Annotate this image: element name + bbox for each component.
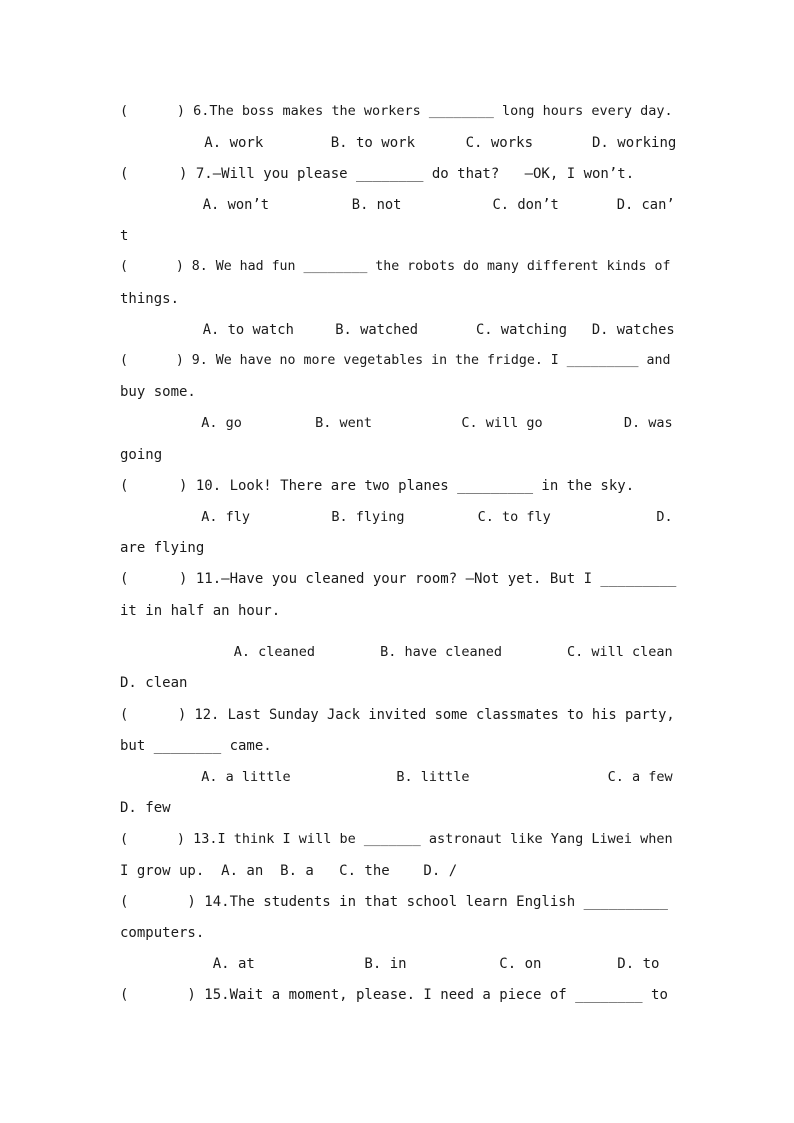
q14-options: A. at B. in C. on D. to: [120, 956, 660, 972]
q10-options: A. fly B. flying C. to fly D.: [120, 509, 673, 525]
q12-stem: ( ) 12. Last Sunday Jack invited some classmates to his party,: [120, 707, 675, 723]
q9-options-wrap: going: [120, 447, 163, 463]
q15-stem: ( ) 15.Wait a moment, please. I need a piece of ________ to: [120, 987, 668, 1003]
q9-options: A. go B. went C. will go D. was: [120, 415, 673, 431]
q10-stem: ( ) 10. Look! There are two planes _________ in the sky.: [120, 478, 635, 494]
q6-options: A. work B. to work C. works D. working: [120, 135, 677, 151]
q12-stem-wrap: but ________ came.: [120, 738, 272, 754]
q8-options: A. to watch B. watched C. watching D. watches: [120, 322, 675, 338]
q14-stem-wrap: computers.: [120, 925, 205, 941]
q13-options: I grow up. A. an B. a C. the D. /: [120, 863, 458, 879]
q9-stem: ( ) 9. We have no more vegetables in the fridge. I _________ and: [120, 353, 671, 368]
q13-stem: ( ) 13.I think I will be _______ astronaut like Yang Liwei when: [120, 831, 673, 847]
q11-options-wrap: D. clean: [120, 675, 188, 691]
q7-options: A. won’t B. not C. don’t D. can’: [120, 197, 675, 213]
q10-options-wrap: are flying: [120, 540, 205, 556]
q11-stem: ( ) 11.—Have you cleaned your room? —Not yet. But I _________: [120, 571, 677, 587]
q12-options: A. a little B. little C. a few: [120, 769, 673, 785]
q7-options-wrap: t: [120, 228, 129, 244]
q8-stem: ( ) 8. We had fun ________ the robots do many different kinds of: [120, 259, 671, 274]
q11-stem-wrap: it in half an hour.: [120, 603, 281, 619]
q12-options-wrap: D. few: [120, 800, 171, 816]
q11-options: A. cleaned B. have cleaned C. will clean: [120, 644, 673, 660]
q14-stem: ( ) 14.The students in that school learn English __________: [120, 894, 668, 910]
q8-stem-wrap: things.: [120, 291, 180, 307]
q9-stem-wrap: buy some.: [120, 384, 196, 400]
q7-stem: ( ) 7.—Will you please ________ do that? —OK, I won’t.: [120, 166, 635, 182]
q6-stem: ( ) 6.The boss makes the workers ________ long hours every day.: [120, 103, 673, 119]
